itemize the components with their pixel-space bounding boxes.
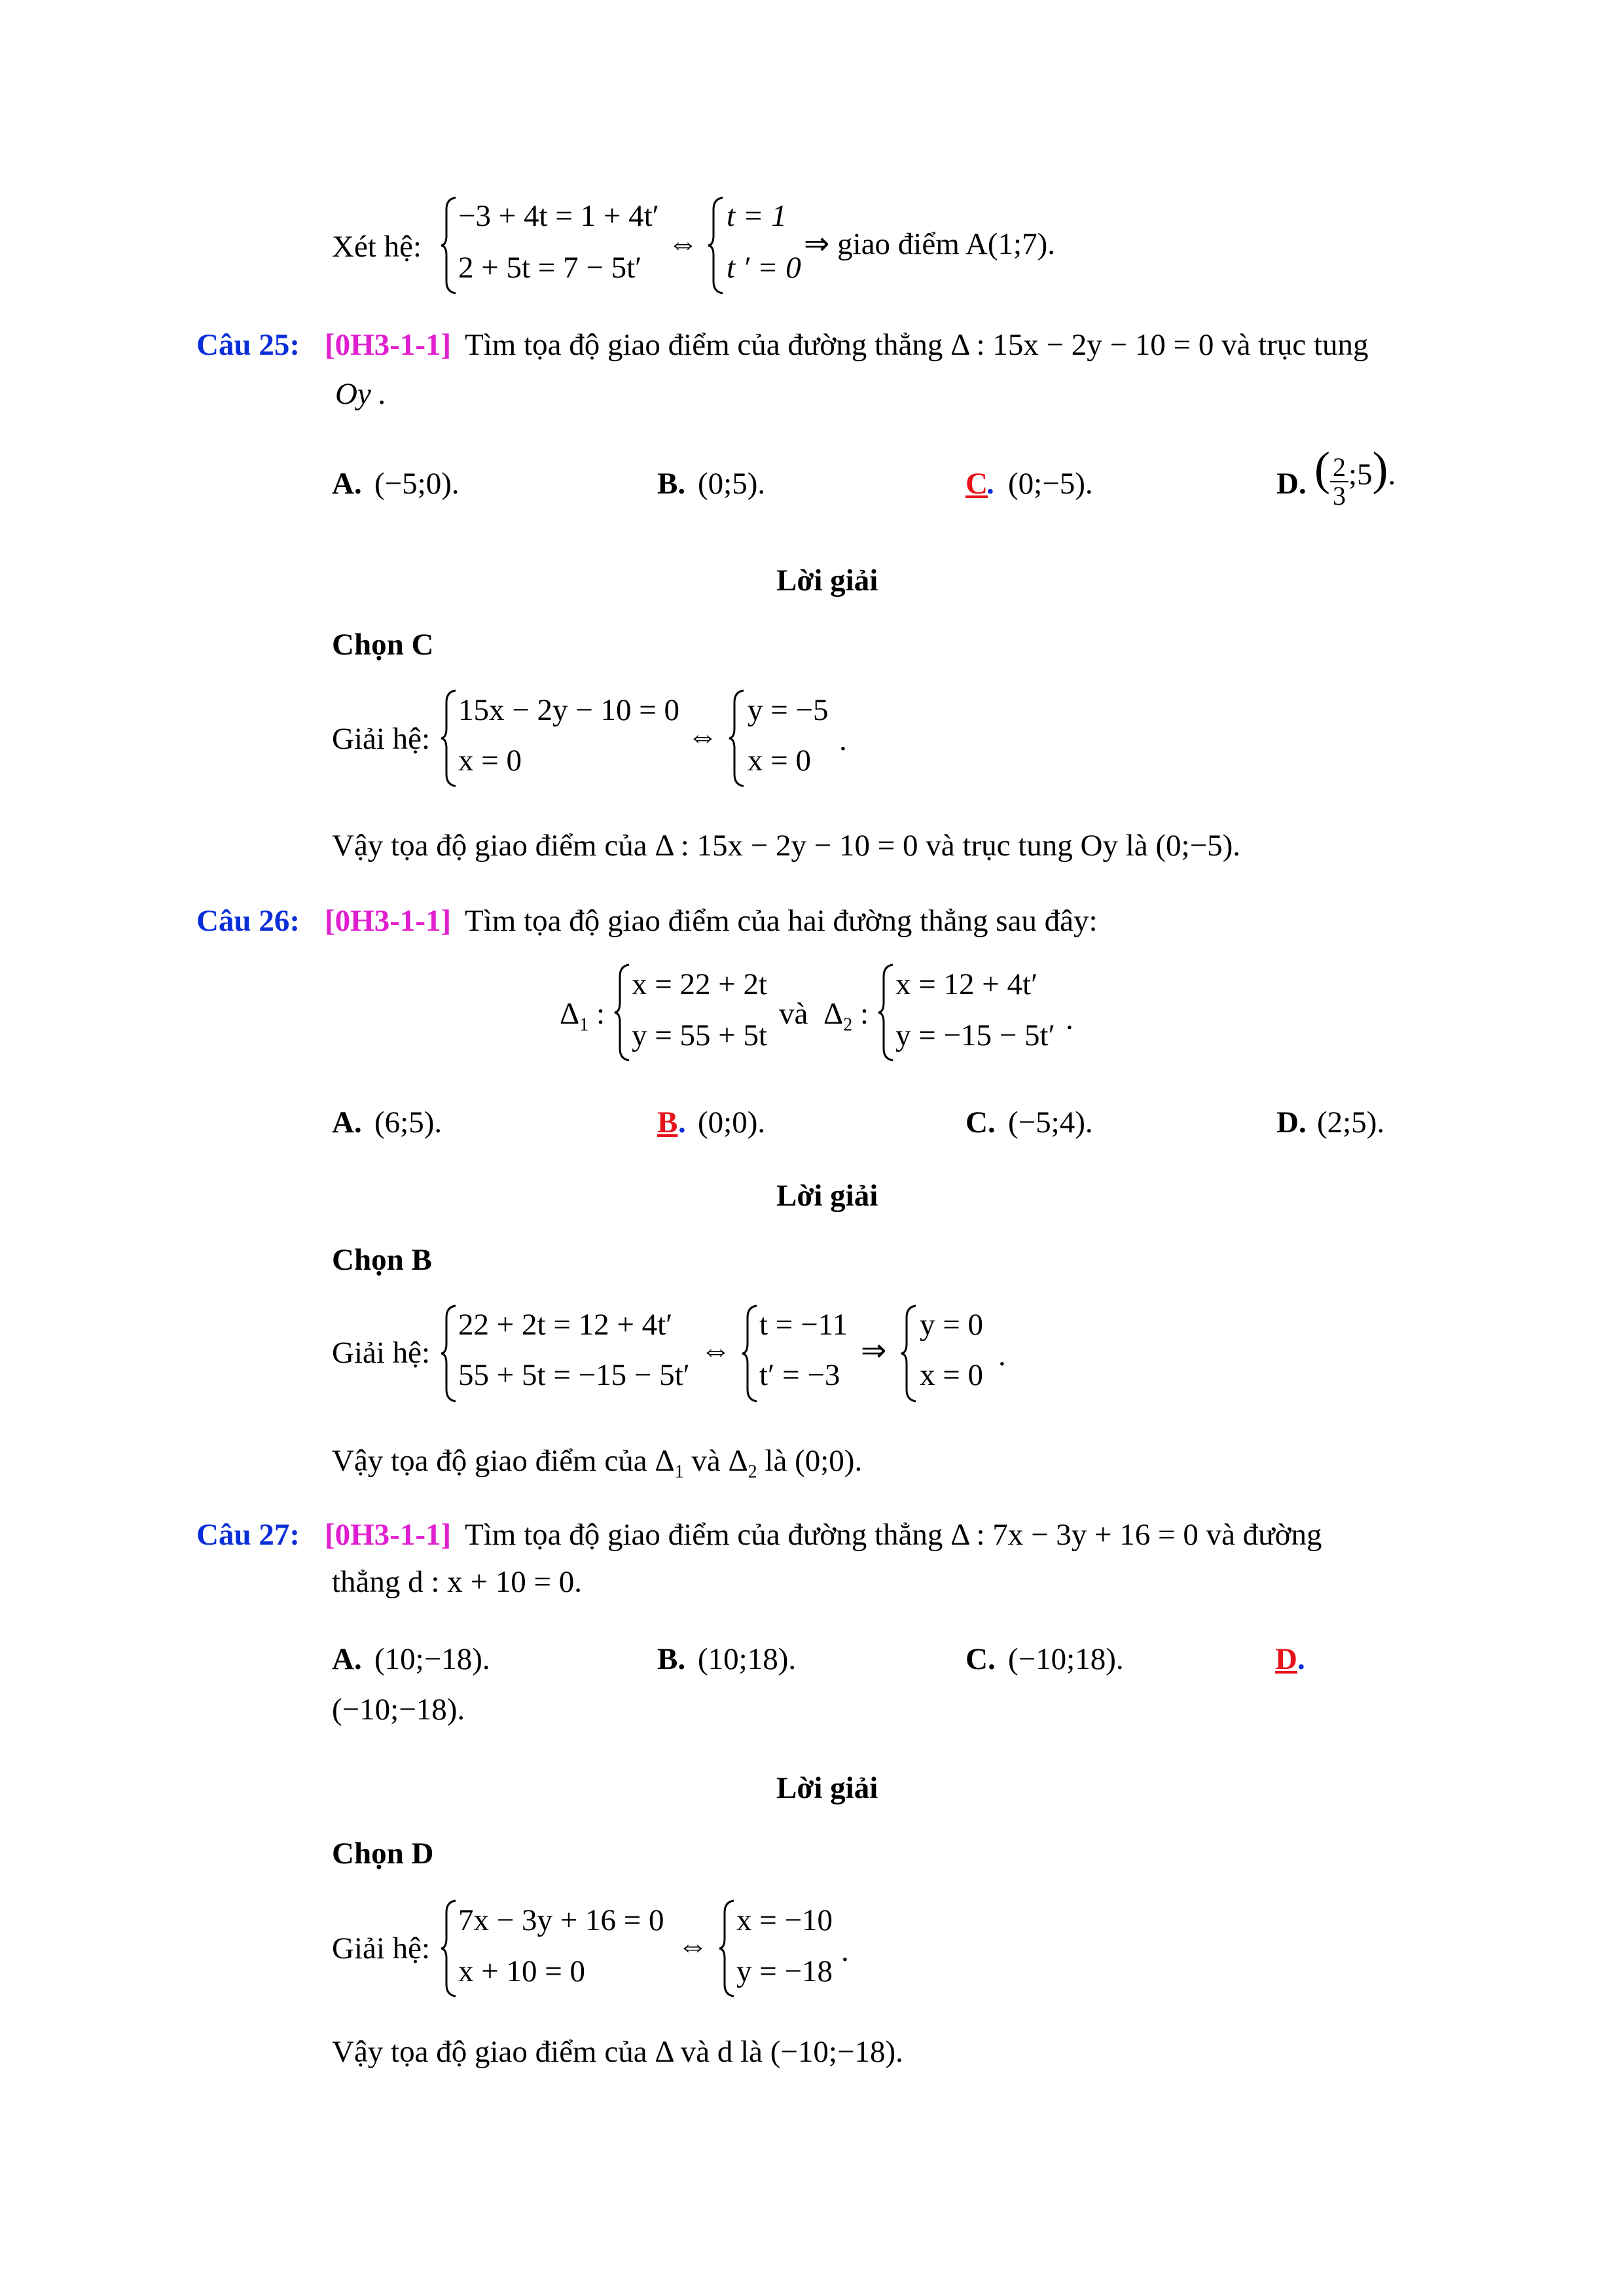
equiv-symbol: ⇔ [677,1929,708,1963]
sys1-row1: 15x − 2y − 10 = 0 [458,693,680,727]
subscript: 2 [748,1462,757,1482]
sys1-row1: 7x − 3y + 16 = 0 [458,1903,664,1937]
brace-icon [718,1899,736,1998]
equiv-symbol: ⇔ [668,226,698,260]
option-letter: D [1275,1642,1297,1676]
option-letter: A. [332,1642,362,1676]
option-value: (−5;0). [374,467,460,501]
fraction-denominator: 3 [1332,481,1346,511]
solution-heading: Lời giải [776,1179,878,1213]
brace-icon [707,196,725,295]
sys2-row2: x = 0 [748,744,812,778]
intro-tail: ⇒ giao điểm A(1;7). [804,227,1055,261]
conclusion-part: và Δ [683,1444,748,1478]
option-value: (−5;4). [1008,1105,1093,1139]
brace-icon [728,689,746,787]
brace-icon [741,1304,759,1403]
option-letter: B [657,1105,678,1139]
answer-choice: Chọn C [332,628,434,662]
answer-choice: Chọn B [332,1243,432,1277]
question-text: Tìm tọa độ giao điểm của đường thẳng Δ : 15x − 2y − 10 = 0 và trục tung [465,328,1369,362]
question-label: Câu 27: [196,1518,300,1552]
delta-symbol: Δ [823,997,844,1031]
option-letter: B. [657,1642,686,1676]
brace-icon [440,689,458,787]
delta-symbol: Δ [560,997,580,1031]
sys2-row1: x = −10 [736,1903,833,1937]
option-value: (−10;−18). [332,1693,465,1727]
brace-icon [440,1899,458,1998]
brace-icon [440,196,458,295]
conclusion: Vậy tọa độ giao điểm của Δ và d là (−10;−18). [332,2035,903,2069]
answer-choice: Chọn D [332,1837,434,1871]
brace-icon [440,1304,458,1403]
fraction-numerator: 2 [1330,454,1348,482]
sys2-row2: y = −18 [736,1954,833,1988]
intro-sys1-row2: 2 + 5t = 7 − 5t′ [458,251,642,285]
subscript: 1 [674,1462,684,1482]
question-text-cont: thẳng d : x + 10 = 0. [332,1565,582,1599]
sys2-row1: t = −11 [759,1308,848,1342]
colon: : [852,997,869,1031]
period: . [998,1338,1006,1372]
implies-symbol: ⇒ [861,1334,887,1368]
option-value: (10;18). [698,1642,797,1676]
conclusion-part: là (0;0). [757,1444,863,1478]
solve-label: Giải hệ: [332,1931,431,1965]
option-rest: ;5 [1348,457,1373,492]
subscript: 1 [579,1014,589,1035]
intro-sys1-row1: −3 + 4t = 1 + 4t′ [458,199,659,233]
option-value: (10;−18). [374,1642,490,1676]
option-letter: C. [965,1642,996,1676]
sys2-row2: t′ = −3 [759,1358,840,1392]
question-label: Câu 25: [196,328,300,362]
period: . [841,1934,849,1968]
option-letter: A. [332,467,362,501]
subscript: 2 [843,1014,853,1035]
d1-row1: x = 22 + 2t [632,967,768,1001]
d2-row1: x = 12 + 4t′ [895,967,1038,1001]
equiv-symbol: ⇔ [700,1333,731,1367]
option-value: (0;−5). [1008,467,1093,501]
question-text-cont: Oy . [335,377,387,411]
brace-icon [613,963,632,1062]
d1-row2: y = 55 + 5t [632,1018,768,1052]
question-tag: [0H3-1-1] [325,904,452,938]
option-letter: C. [965,1105,996,1139]
option-letter: D. [1276,467,1307,501]
sys3-row2: x = 0 [920,1358,984,1392]
option-value: (0;0). [698,1105,766,1139]
option-value: (2;5). [1317,1105,1385,1139]
period: . [839,723,847,757]
line-delta1 [560,996,605,1035]
question-text: Tìm tọa độ giao điểm của hai đường thẳng sau đây: [465,904,1098,938]
option-value: (6;5). [374,1105,442,1139]
sys2-row1: y = −5 [748,693,829,727]
colon: : [588,997,605,1031]
solve-label: Giải hệ: [332,1336,431,1370]
conclusion: Vậy tọa độ giao điểm của Δ : 15x − 2y − 10 = 0 và trục tung Oy là (0;−5). [332,829,1241,863]
solution-heading: Lời giải [776,564,878,598]
d2-row2: y = −15 − 5t′ [895,1018,1055,1052]
intro-sys2-row1: t = 1 [727,199,787,233]
and-word: và [779,997,808,1031]
option-dot: . [986,467,994,501]
sys1-row1: 22 + 2t = 12 + 4t′ [458,1308,673,1342]
brace-icon [900,1304,918,1403]
sys1-row2: x + 10 = 0 [458,1954,586,1988]
option-value: (−10;18). [1008,1642,1124,1676]
intro-sys2-row2: t ′ = 0 [727,251,801,285]
option-letter: B. [657,467,686,501]
option-end: . [1388,457,1396,492]
period: . [1066,1002,1074,1036]
sys1-row2: x = 0 [458,744,522,778]
option-letter: A. [332,1105,362,1139]
question-text: Tìm tọa độ giao điểm của đường thẳng Δ : 7x − 3y + 16 = 0 và đường [465,1518,1322,1552]
intro-label: Xét hệ: [332,230,422,264]
sys3-row1: y = 0 [920,1308,984,1342]
equiv-symbol: ⇔ [687,719,718,753]
option-letter: D. [1276,1105,1307,1139]
question-tag: [0H3-1-1] [325,1518,452,1552]
question-tag: [0H3-1-1] [325,328,452,362]
option-value: (0;5). [698,467,766,501]
option-letter: C [965,467,988,501]
question-label: Câu 26: [196,904,300,938]
brace-icon [877,963,895,1062]
solution-heading: Lời giải [776,1771,878,1805]
conclusion-part: Vậy tọa độ giao điểm của Δ [332,1444,675,1478]
solve-label: Giải hệ: [332,722,431,756]
option-dot: . [678,1105,686,1139]
sys1-row2: 55 + 5t = −15 − 5t′ [458,1358,690,1392]
option-dot: . [1297,1642,1305,1676]
line-delta2 [823,996,869,1035]
option-value: ( $\frac{2}{3}$ ;5). [1314,442,1396,511]
conclusion [332,1443,862,1482]
